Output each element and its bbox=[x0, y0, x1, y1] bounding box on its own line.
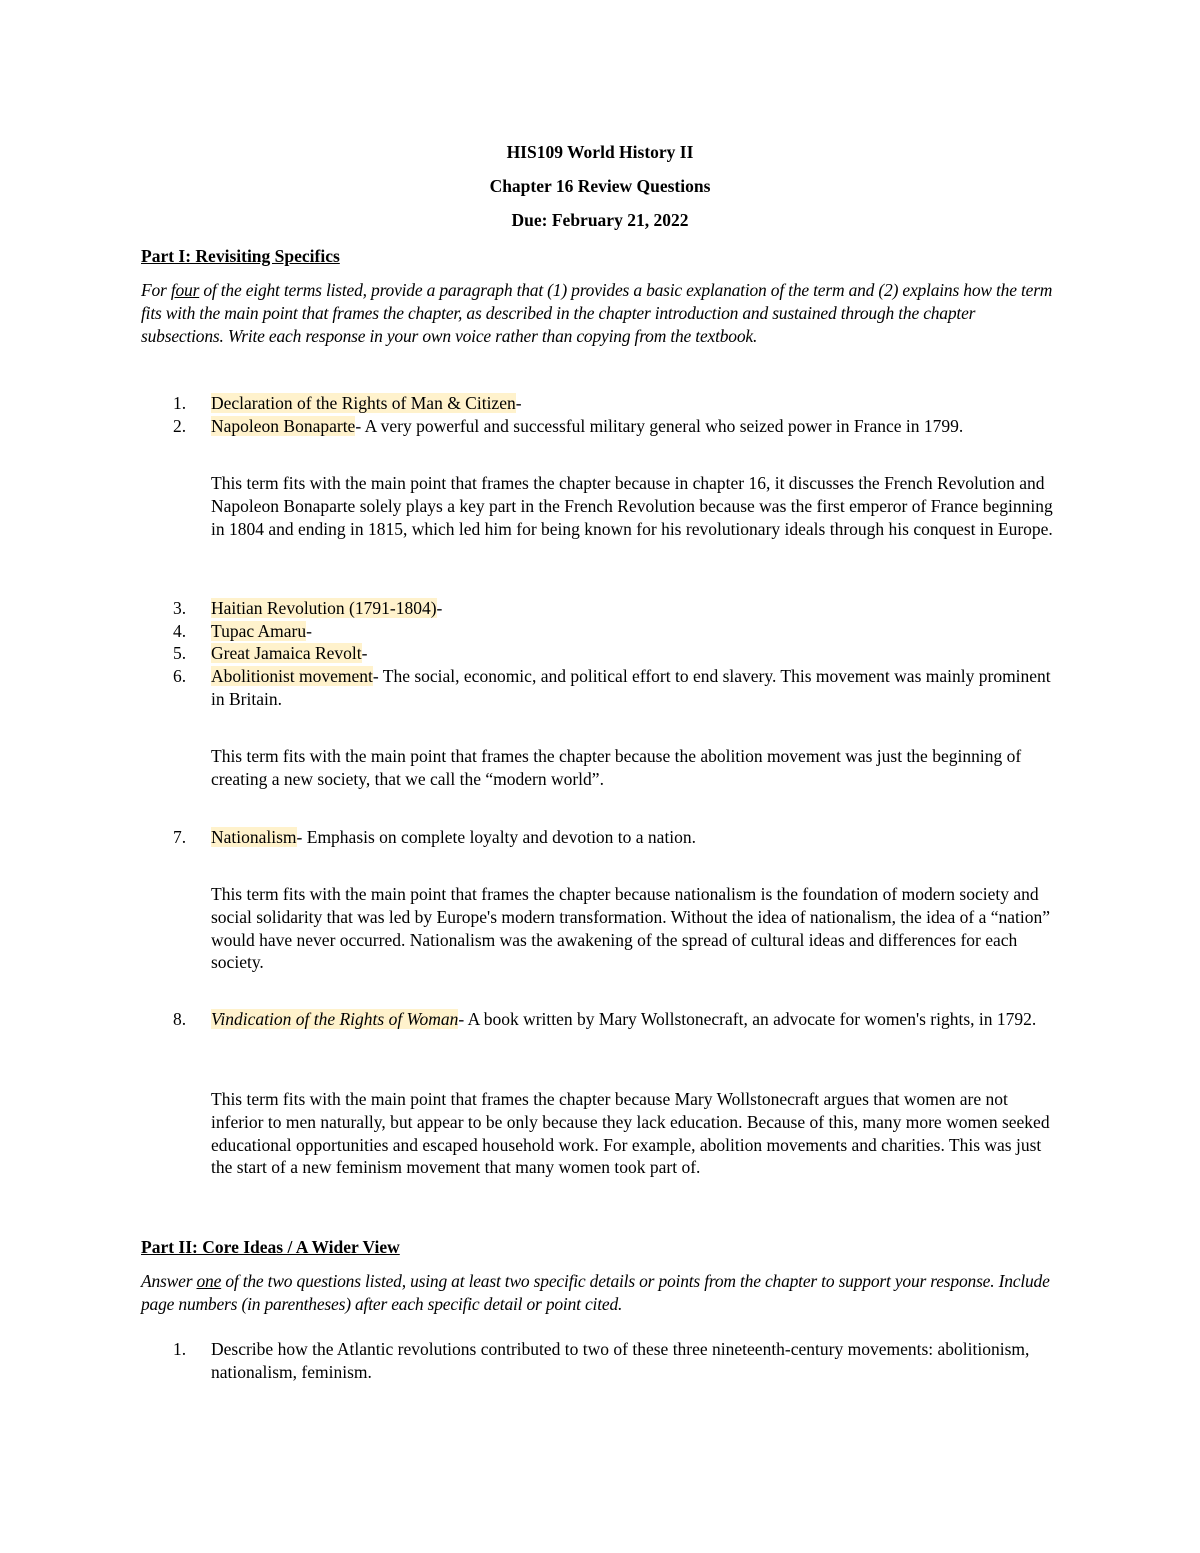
item-number: 1. bbox=[173, 393, 187, 413]
term-highlight: Napoleon Bonaparte bbox=[211, 416, 356, 436]
item-number: 1. bbox=[173, 1339, 187, 1359]
term-definition: - A book written by Mary Wollstonecraft, an advocate for women's rights, in 1792. bbox=[458, 1009, 1037, 1029]
instr-text: For bbox=[141, 280, 171, 300]
item-number: 4. bbox=[173, 621, 187, 641]
item-number: 2. bbox=[173, 416, 187, 436]
part1-heading: Part I: Revisiting Specifics bbox=[141, 246, 340, 266]
instr-text: of the eight terms listed, provide a paragraph that (1) provides a basic explanation of the term and (2) explains how the term fits with the main point that frames the chapter, as described in the chapter introduction and sustained through the chapter subsections. Write each response in your own voice rather than copying from the textbook. bbox=[141, 280, 1053, 346]
course-title: HIS109 World History II bbox=[506, 142, 694, 162]
term-highlight: Haitian Revolution (1791-1804) bbox=[211, 598, 437, 618]
instr-text: of the two questions listed, using at least two specific details or points from the chapter to support your response. Include page numbers (in parentheses) after each specific detail or point cited. bbox=[141, 1271, 1050, 1314]
term-definition: - bbox=[361, 643, 368, 663]
due-date: Due: February 21, 2022 bbox=[511, 210, 689, 230]
term-highlight: Tupac Amaru bbox=[211, 621, 307, 641]
term-highlight: Nationalism bbox=[211, 827, 297, 847]
chapter-title: Chapter 16 Review Questions bbox=[489, 176, 711, 196]
response-paragraph: This term fits with the main point that frames the chapter because the abolition movement was just the beginning of creating a new society, that we call the “modern world”. bbox=[211, 746, 1022, 789]
response-paragraph: This term fits with the main point that frames the chapter because nationalism is the foundation of modern society and social solidarity that was led by Europe's modern transformation. Without the idea of nationalism, the idea of a “nation” would have never occurred. Nationalism was the awakening of the spread of cultural ideas and differences for each society. bbox=[211, 884, 1050, 973]
term-highlight: Abolitionist movement bbox=[211, 666, 373, 686]
instr-underlined: four bbox=[170, 280, 200, 300]
term-definition: - The social, economic, and political effort to end slavery. This movement was mainly prominent in Britain. bbox=[211, 666, 1051, 709]
instr-text: Answer bbox=[141, 1271, 197, 1291]
item-number: 5. bbox=[173, 643, 187, 663]
part1-instructions bbox=[141, 279, 1061, 347]
part2-heading: Part II: Core Ideas / A Wider View bbox=[141, 1237, 400, 1257]
response-paragraph: This term fits with the main point that frames the chapter because Mary Wollstonecraft argues that women are not inferior to men naturally, but appear to be only because they lack education. Because of this, many more women seeked educational opportunities and escaped household work. For example, abolition movements and charities. This was just the start of a new feminism movement that many women took part of. bbox=[211, 1089, 1050, 1178]
term-highlight: Great Jamaica Revolt bbox=[211, 643, 362, 663]
part2-instructions bbox=[141, 1270, 1061, 1316]
item-number: 3. bbox=[173, 598, 187, 618]
item-number: 7. bbox=[173, 827, 187, 847]
term-definition: - A very powerful and successful military general who seized power in France in 1799. bbox=[355, 416, 964, 436]
term-definition: - Emphasis on complete loyalty and devotion to a nation. bbox=[296, 827, 697, 847]
item-number: 6. bbox=[173, 666, 187, 686]
term-definition: - bbox=[306, 621, 312, 641]
question-text: Describe how the Atlantic revolutions contributed to two of these three nineteenth-century movements: abolitionism, nationalism, feminism. bbox=[211, 1339, 1030, 1382]
term-definition: - bbox=[436, 598, 443, 618]
term-highlight: Vindication of the Rights of Woman bbox=[211, 1009, 459, 1029]
term-definition: - bbox=[515, 393, 522, 413]
item-number: 8. bbox=[173, 1009, 187, 1029]
response-paragraph: This term fits with the main point that frames the chapter because in chapter 16, it discusses the French Revolution and Napoleon Bonaparte solely plays a key part in the French Revolution because was the first emperor of France beginning in 1804 and ending in 1815, which led him for being known for his revolutionary ideals through his conquest in Europe. bbox=[211, 473, 1053, 539]
instr-underlined: one bbox=[196, 1271, 222, 1291]
term-highlight: Declaration of the Rights of Man & Citizen bbox=[211, 393, 516, 413]
